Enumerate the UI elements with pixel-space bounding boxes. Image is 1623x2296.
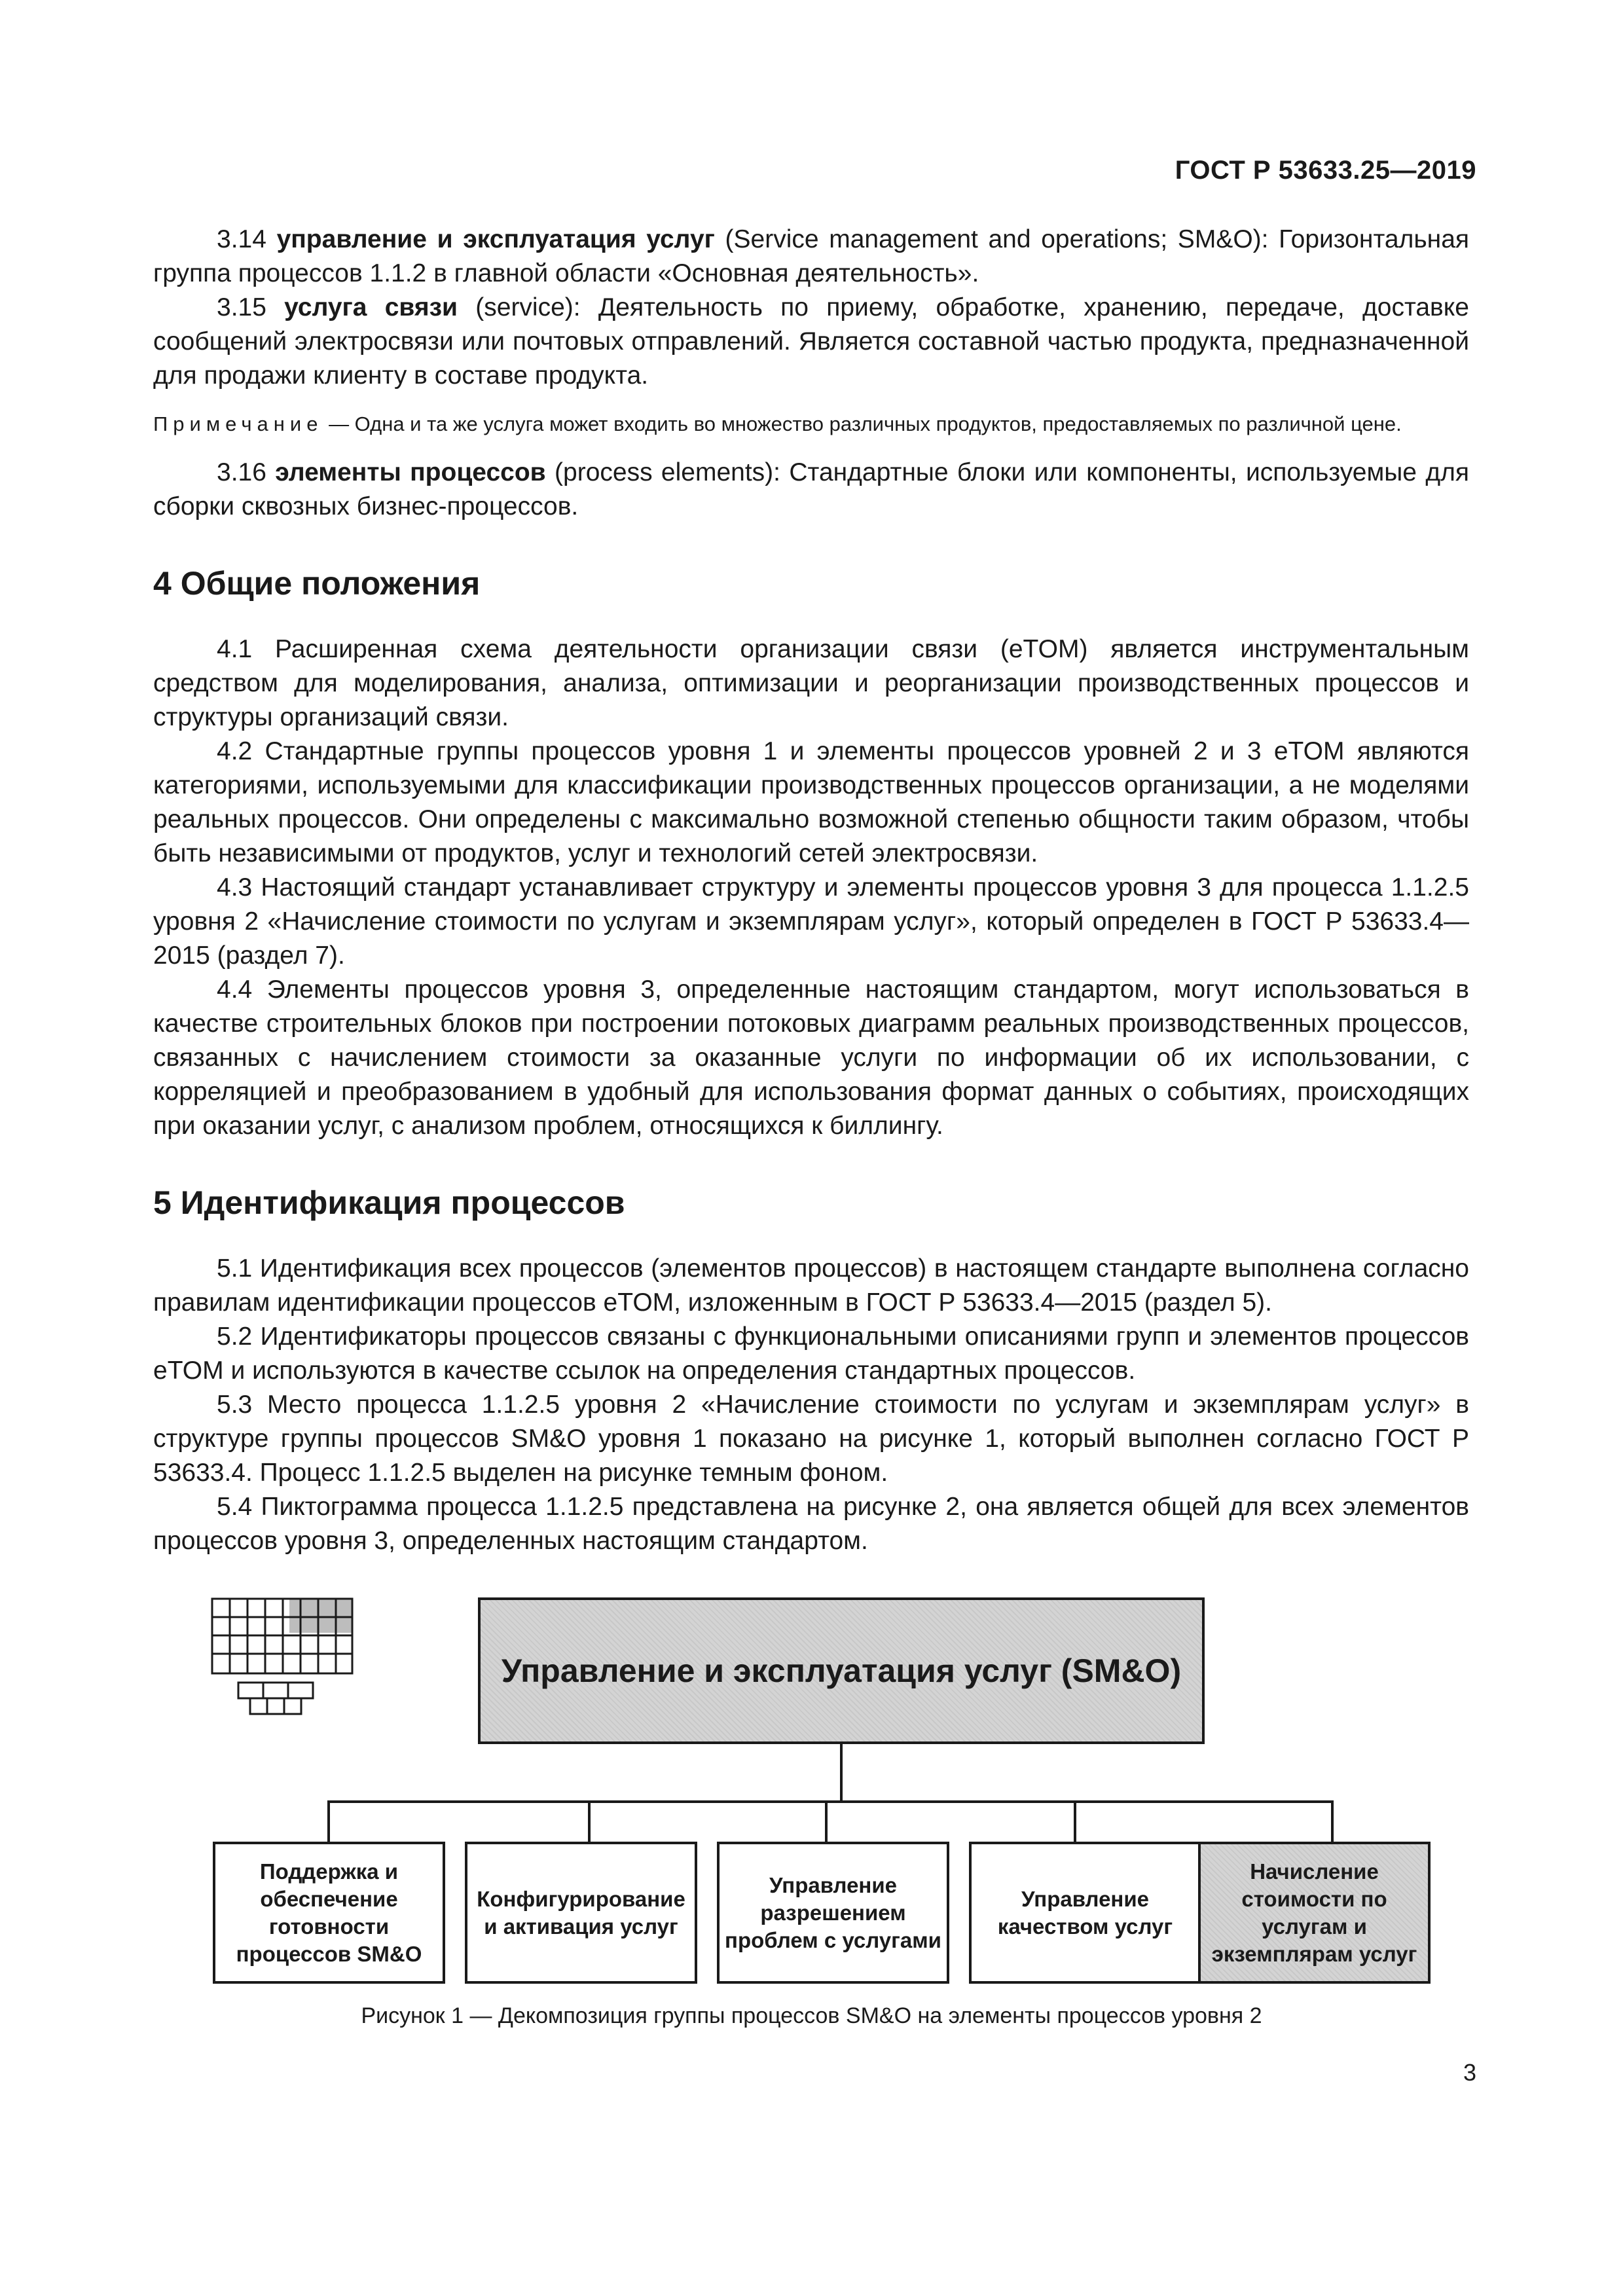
connector-vertical-main (840, 1744, 843, 1802)
connector-drop-5 (1331, 1800, 1334, 1842)
top-process-group-box (478, 1597, 1205, 1744)
main-content (153, 223, 1469, 1558)
definition-number: 3.14 (217, 225, 266, 253)
definition-term: управление и эксплуатация услуг (276, 225, 715, 253)
document-code: ГОСТ Р 53633.25—2019 (1175, 156, 1476, 185)
process-box-problem-management (717, 1842, 949, 1984)
paragraph-4-1: 4.1 Расширенная схема деятельности организации связи (eTOM) является инструментальным средством для моделирования, анализа, оптимизации и реорганизации производственных процессов и структуры организаций связи. (153, 635, 1469, 731)
process-pictogram-icon (211, 1597, 355, 1732)
definition-term: услуга связи (284, 293, 458, 321)
process-box-label: Поддержка и обеспечение готовности процессов SM&O (236, 1859, 422, 1966)
connector-drop-4 (1074, 1800, 1076, 1842)
note-text: — Одна и та же услуга может входить во множество различных продуктов, предоставляемых по различной цене. (329, 412, 1402, 435)
section-5-heading: 5 Идентификация процессов (153, 1184, 625, 1221)
definition-3-15 (153, 291, 1469, 393)
paragraph-5-2: 5.2 Идентификаторы процессов связаны с функциональными описаниями групп и элементов процессов eTOM и используются в качестве ссылок на определения стандартных процессов. (153, 1322, 1469, 1385)
paragraph-5-3: 5.3 Место процесса 1.1.2.5 уровня 2 «Начисление стоимости по услугам и экземплярам услуг» в структуре группы процессов SM&O уровня 1 показано на рисунке 1, который выполнен согласно ГОСТ Р 53633.4. Процесс 1.1.2.5 выделен на рисунке темным фоном. (153, 1391, 1469, 1487)
paragraph-5-4: 5.4 Пиктограмма процесса 1.1.2.5 представлена на рисунке 2, она является общей для всех элементов процессов уровня 3, определенных настоящим стандартом. (153, 1493, 1469, 1555)
definition-text: (Service management and operations; SM&O): Горизонтальная группа процессов 1.1.2 в главной области «Основная деятельность». (153, 225, 1470, 287)
process-box-label: Управление разрешением проблем с услугами (725, 1872, 941, 1952)
figure-caption: Рисунок 1 — Декомпозиция группы процессов SM&O на элементы процессов уровня 2 (361, 2003, 1262, 2028)
top-process-group-label: Управление и эксплуатация услуг (SM&O) (501, 1652, 1182, 1689)
note (153, 410, 1469, 439)
page-number: 3 (1463, 2059, 1476, 2086)
connector-drop-1 (327, 1800, 330, 1842)
process-box-configuration (465, 1842, 697, 1984)
process-box-label: Начисление стоимости по услугам и экземплярам услуг (1211, 1859, 1417, 1966)
paragraph-4-3: 4.3 Настоящий стандарт устанавливает структуру и элементы процессов уровня 3 для процесса 1.1.2.5 уровня 2 «Начисление стоимости по услугам и экземплярам услуг», который определен в ГОСТ Р 53633.4—2015 (раздел 7). (153, 873, 1469, 970)
definition-text: (service): Деятельность по приему, обработке, хранению, передаче, доставке сообщений электросвязи или почтовых отправлений. Является составной частью продукта, предназначенной для продажи клиенту в составе продукта. (153, 293, 1469, 390)
definition-text: (process elements): Стандартные блоки или компоненты, используемые для сборки сквозных бизнес-процессов. (153, 458, 1469, 520)
paragraph-4-4: 4.4 Элементы процессов уровня 3, определенные настоящим стандартом, могут использоваться в качестве строительных блоков при построении потоковых диаграмм реальных производственных процессов, связанных с начислением стоимости за оказанные услуги по информации об их использовании, с корреляцией и преобразованием в удобный для использования формат данных о событиях, происходящих при оказании услуг, с анализом проблем, относящихся к биллингу. (153, 975, 1469, 1140)
section-4-heading: 4 Общие положения (153, 565, 481, 602)
process-box-label: Конфигурирование и активация услуг (477, 1886, 685, 1939)
definition-3-14 (153, 223, 1469, 291)
process-box-charging-highlighted (1198, 1842, 1431, 1984)
definition-number: 3.15 (217, 293, 266, 321)
definition-number: 3.16 (217, 458, 266, 486)
connector-drop-3 (825, 1800, 828, 1842)
process-box-label: Управление качеством услуг (997, 1886, 1173, 1939)
paragraph-4-2: 4.2 Стандартные группы процессов уровня 1 и элементы процессов уровней 2 и 3 eTOM являются категориями, используемыми для классификации производственных процессов организации, а не моделями реальных процессов. Они определены с максимально возможной степенью общности таким образом, чтобы быть независимыми от продуктов, услуг и технологий сетей электросвязи. (153, 737, 1469, 867)
figure-1-diagram (0, 1597, 1623, 2056)
connector-drop-2 (588, 1800, 591, 1842)
process-box-quality-management (969, 1842, 1201, 1984)
note-label: Примечание (153, 412, 323, 435)
paragraph-5-1: 5.1 Идентификация всех процессов (элементов процессов) в настоящем стандарте выполнена согласно правилам идентификации процессов eTOM, изложенным в ГОСТ Р 53633.4—2015 (раздел 5). (153, 1254, 1469, 1317)
definition-term: элементы процессов (275, 458, 546, 486)
process-box-support (213, 1842, 445, 1984)
connector-horizontal (327, 1800, 1334, 1803)
definition-3-16 (153, 456, 1469, 524)
